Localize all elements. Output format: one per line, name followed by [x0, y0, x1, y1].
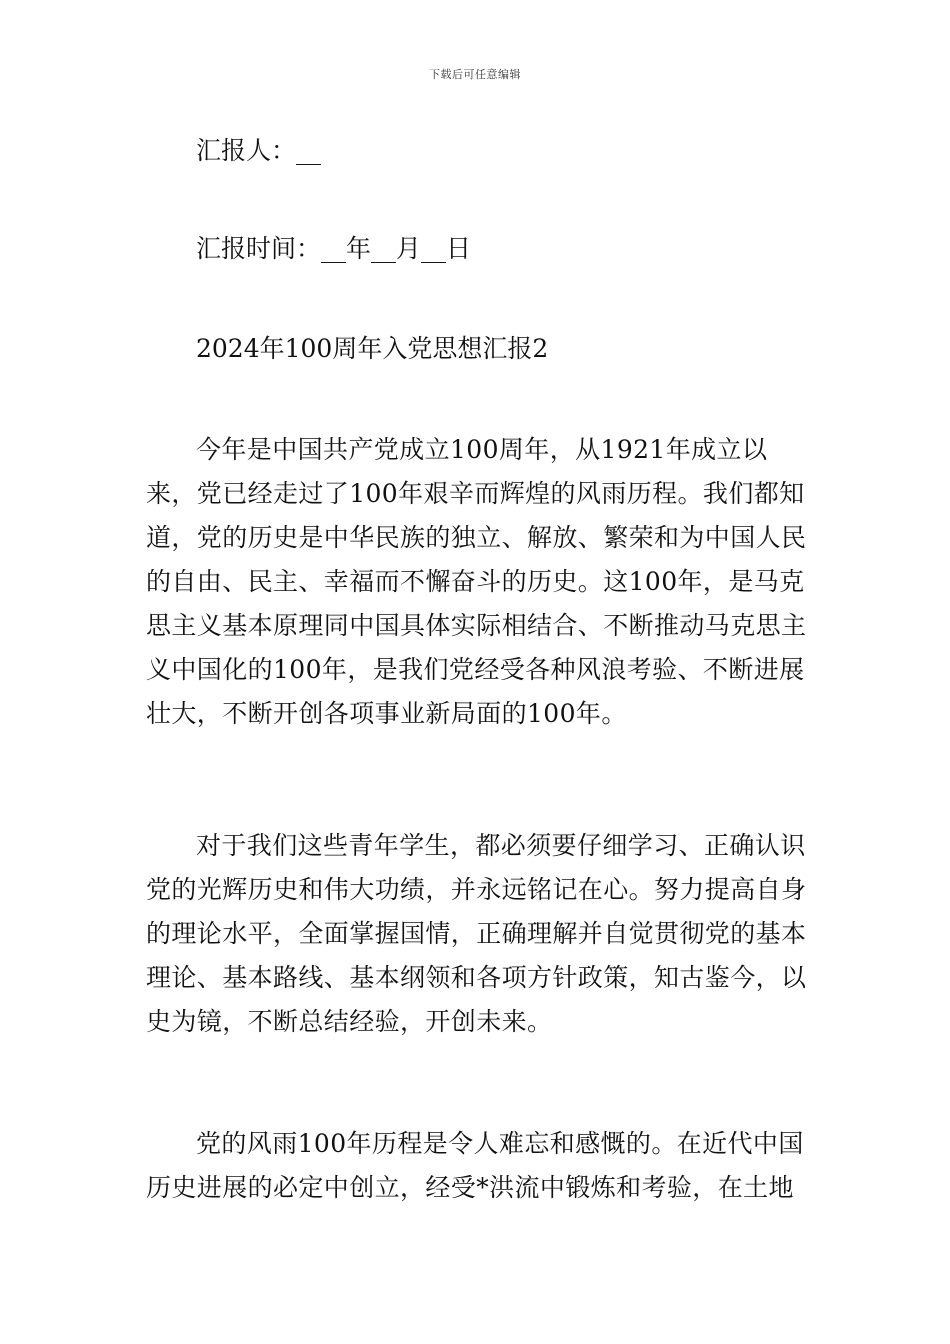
reporter-line: 汇报人：__ [196, 136, 322, 165]
body-paragraph-1: 今年是中国共产党成立100周年，从1921年成立以来，党已经走过了100年艰辛而辉煌的风雨历程。我们都知道，党的历史是中华民族的独立、解放、繁荣和为中国人民的自由、民主、幸福而不懈奋斗的历史。这100年，是马克思主义基本原理同中国具体实际相结合、不断推动马克思主义中国化的100年，是我们党经受各种风浪考验、不断进展壮大，不断开创各项事业新局面的100年。 [146, 435, 807, 728]
body-paragraph-2: 对于我们这些青年学生，都必须要仔细学习、正确认识党的光辉历史和伟大功绩，并永远铭记在心。努力提高自身的理论水平，全面掌握国情，正确理解并自觉贯彻党的基本理论、基本路线、基本纲领和各项方针政策，知古鉴今，以史为镜，不断总结经验，开创未来。 [146, 831, 807, 1036]
document-title: 2024年100周年入党思想汇报2 [196, 334, 549, 363]
report-time-line: 汇报时间：__年__月__日 [196, 234, 472, 263]
body-paragraph-3: 党的风雨100年历程是令人难忘和感慨的。在近代中国历史进展的必定中创立，经受*洪流中锻炼和考验，在土地 [146, 1129, 804, 1202]
page-header-note: 下载后可任意编辑 [429, 68, 521, 81]
